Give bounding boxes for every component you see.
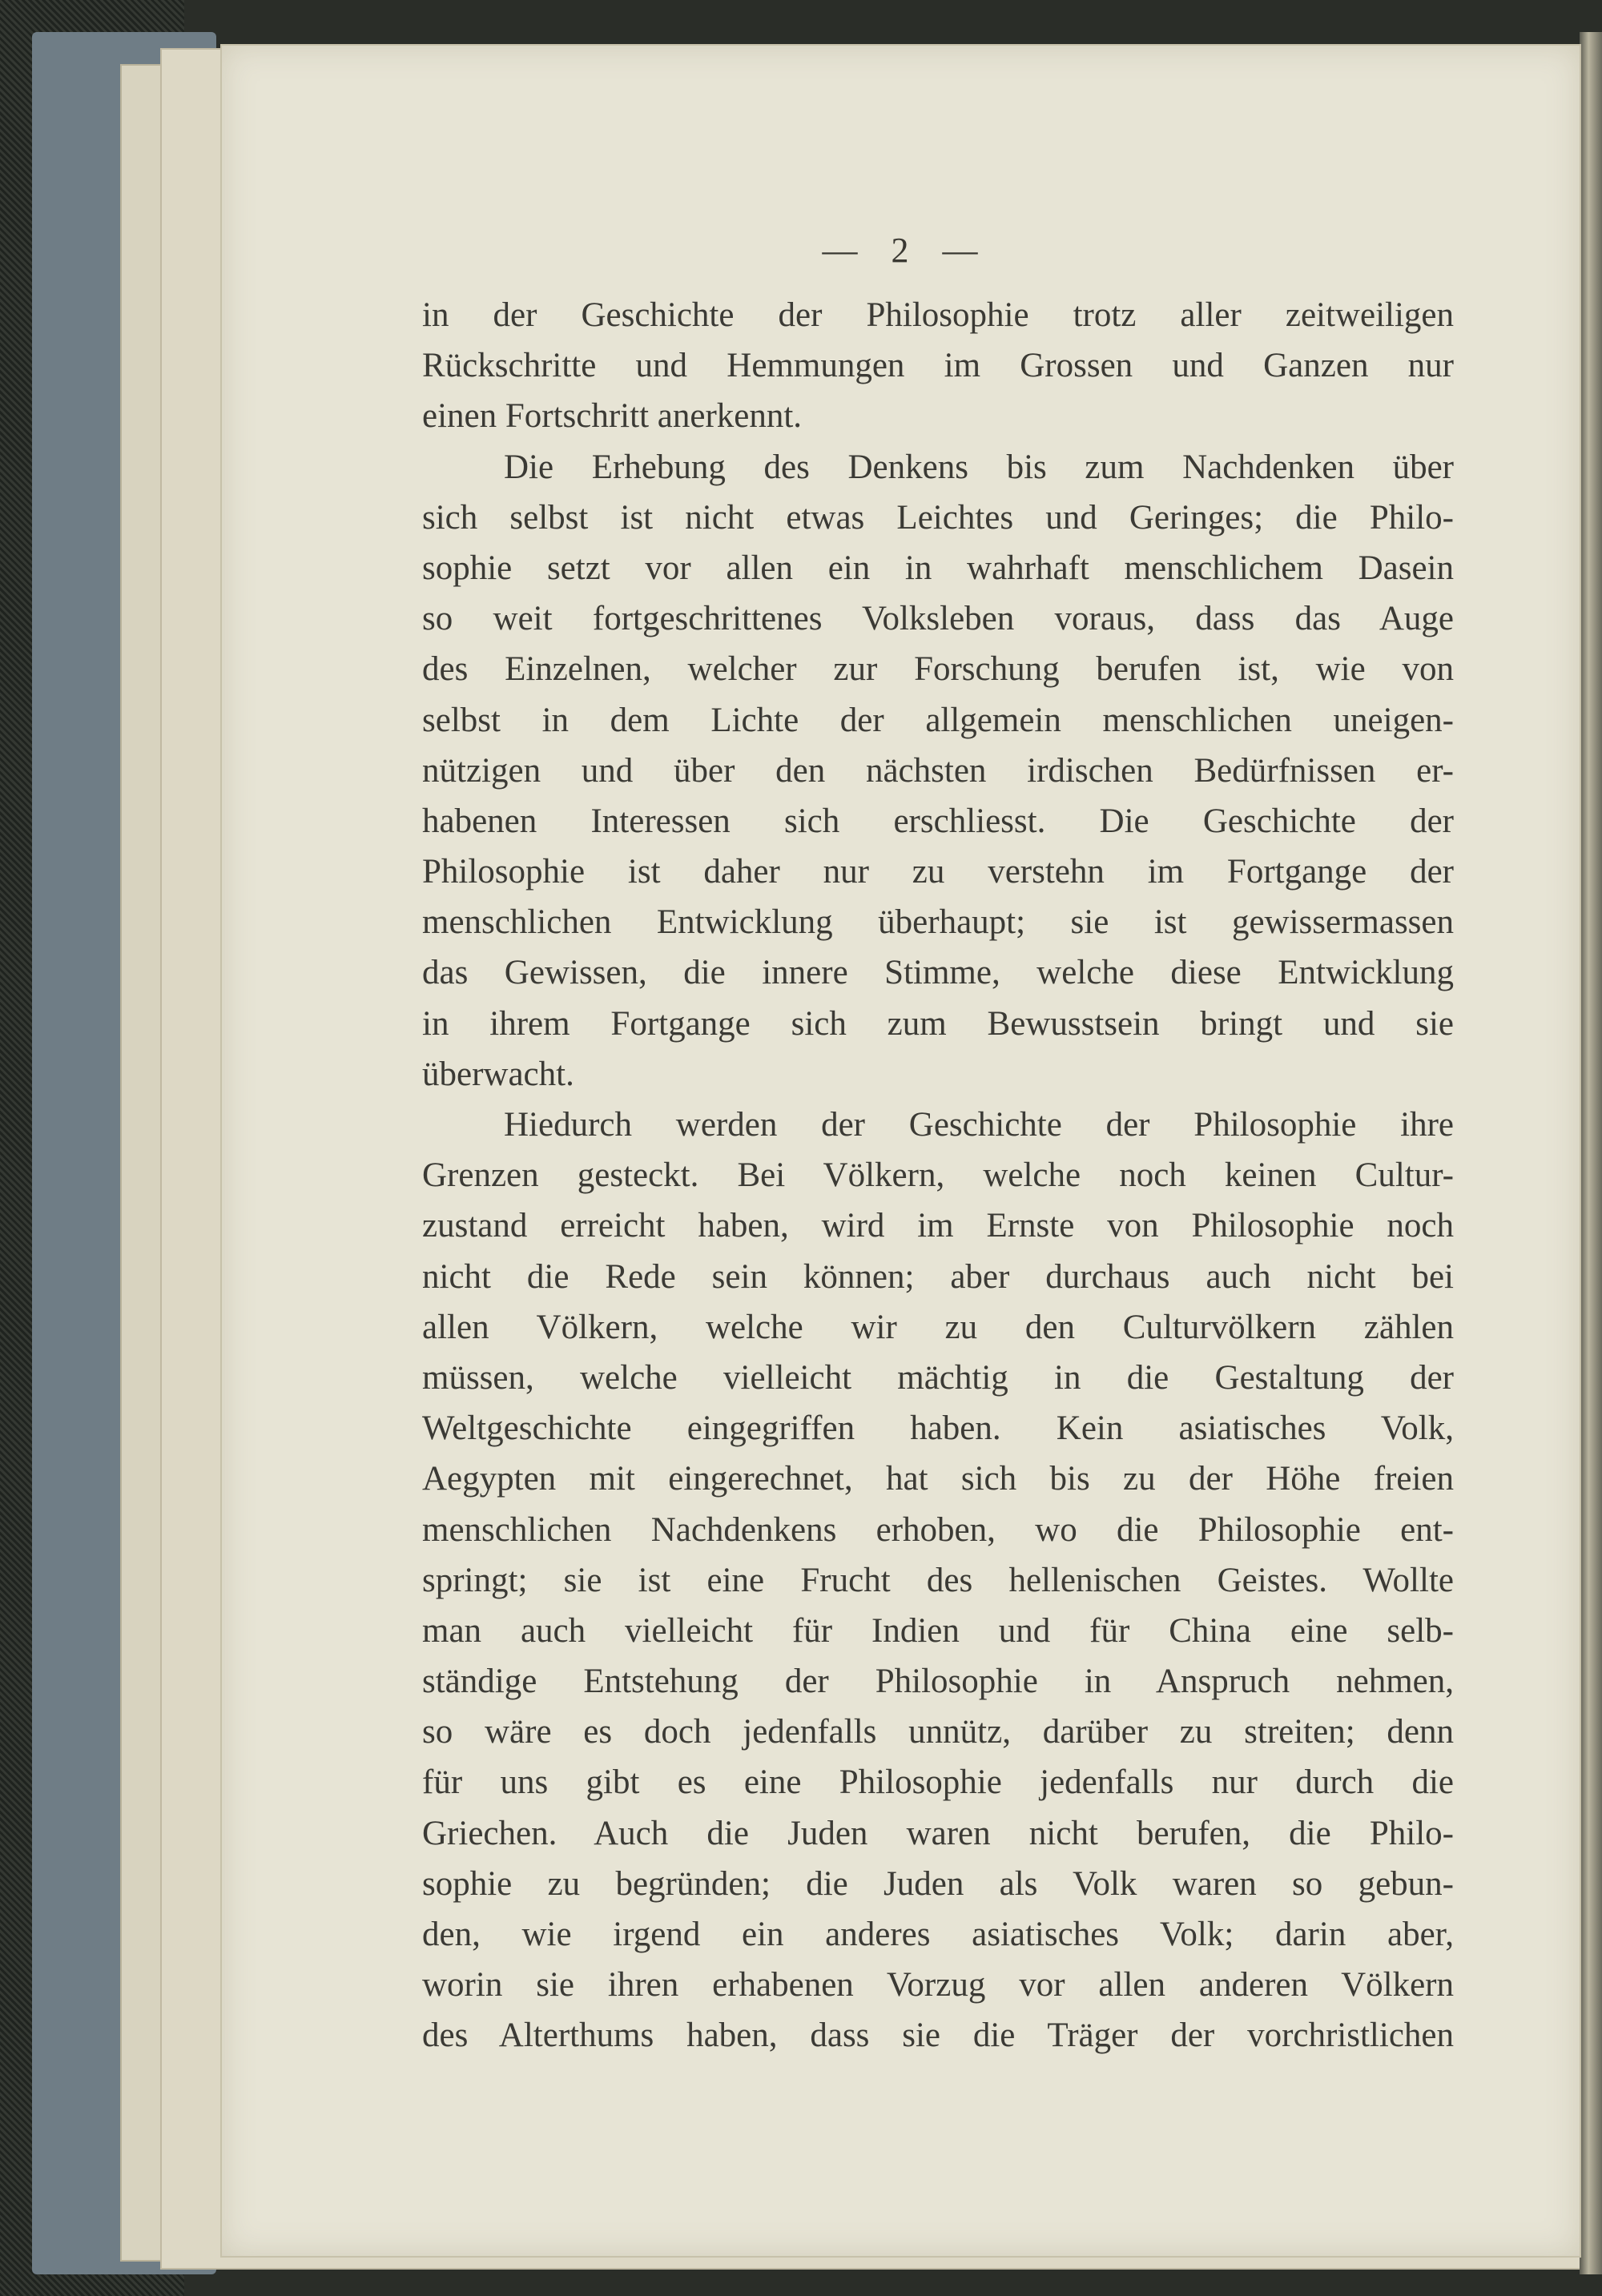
text-line: des Alterthums haben, dass sie die Träger der vorchristlichen xyxy=(422,2017,1454,2055)
text-line: springt; sie ist eine Frucht des hellenischen Geistes. Wollte xyxy=(422,1561,1454,1599)
text-line: des Einzelnen, welcher zur Forschung berufen ist, wie von xyxy=(422,650,1454,689)
page-edges xyxy=(1580,32,1602,2274)
text-line: zustand erreicht haben, wird im Ernste von Philosophie noch xyxy=(422,1207,1454,1245)
text-line: Griechen. Auch die Juden waren nicht berufen, die Philo- xyxy=(422,1814,1454,1852)
text-line: selbst in dem Lichte der allgemein menschlichen uneigen- xyxy=(422,701,1454,739)
text-line: den, wie irgend ein anderes asiatisches Volk; darin aber, xyxy=(422,1916,1454,1953)
text-line: menschlichen Entwicklung überhaupt; sie ist gewissermassen xyxy=(422,903,1454,942)
text-line: nicht die Rede sein können; aber durchaus auch nicht bei xyxy=(422,1257,1454,1296)
text-line: allen Völkern, welche wir zu den Culturvölkern zählen xyxy=(422,1308,1454,1346)
page-body-text xyxy=(422,290,1454,2061)
paragraph xyxy=(422,442,1454,1100)
text-line: einen Fortschritt anerkennt. xyxy=(422,397,803,436)
text-line: das Gewissen, die innere Stimme, welche diese Entwicklung xyxy=(422,954,1454,992)
dash: — xyxy=(942,231,980,270)
text-line: Grenzen gesteckt. Bei Völkern, welche noch keinen Cultur- xyxy=(422,1156,1454,1195)
text-line: worin sie ihren erhabenen Vorzug vor allen anderen Völkern xyxy=(422,1966,1454,2004)
text-line: müssen, welche vielleicht mächtig in die Gestaltung der xyxy=(422,1358,1454,1397)
text-line: in der Geschichte der Philosophie trotz aller zeitweiligen xyxy=(422,296,1454,334)
text-line: sich selbst ist nicht etwas Leichtes und Geringes; die Philo- xyxy=(422,498,1454,537)
text-line: Die Erhebung des Denkens bis zum Nachdenken über xyxy=(504,448,1454,486)
text-line: Aegypten mit eingerechnet, hat sich bis zu der Höhe freien xyxy=(422,1460,1454,1498)
page-number-header xyxy=(222,230,1580,271)
text-line: Hiedurch werden der Geschichte der Philosophie ihre xyxy=(504,1106,1454,1144)
text-line: habenen Interessen sich erschliesst. Die Geschichte der xyxy=(422,802,1454,840)
page-number: 2 xyxy=(891,231,911,270)
text-line: Rückschritte und Hemmungen im Grossen und Ganzen nur xyxy=(422,347,1454,385)
text-line: so wäre es doch jedenfalls unnütz, darüber zu streiten; denn xyxy=(422,1713,1454,1751)
text-line: menschlichen Nachdenkens erhoben, wo die Philosophie ent- xyxy=(422,1510,1454,1549)
text-line: sophie zu begründen; die Juden als Volk waren so gebun- xyxy=(422,1864,1454,1903)
text-line: nützigen und über den nächsten irdischen Bedürfnissen er- xyxy=(422,751,1454,790)
book-page xyxy=(220,44,1581,2258)
paragraph xyxy=(422,290,1454,442)
text-line: Philosophie ist daher nur zu verstehn im Fortgange der xyxy=(422,853,1454,891)
text-line: so weit fortgeschrittenes Volksleben voraus, dass das Auge xyxy=(422,600,1454,638)
text-line: Weltgeschichte eingegriffen haben. Kein asiatisches Volk, xyxy=(422,1409,1454,1448)
text-line: in ihrem Fortgange sich zum Bewusstsein bringt und sie xyxy=(422,1004,1454,1043)
text-line: man auch vielleicht für Indien und für China eine selb- xyxy=(422,1611,1454,1650)
paragraph xyxy=(422,1100,1454,2061)
text-line: überwacht. xyxy=(422,1055,574,1093)
text-line: ständige Entstehung der Philosophie in Anspruch nehmen, xyxy=(422,1663,1454,1701)
dash: — xyxy=(822,231,859,270)
text-line: für uns gibt es eine Philosophie jedenfalls nur durch die xyxy=(422,1763,1454,1802)
text-line: sophie setzt vor allen ein in wahrhaft menschlichem Dasein xyxy=(422,549,1454,587)
